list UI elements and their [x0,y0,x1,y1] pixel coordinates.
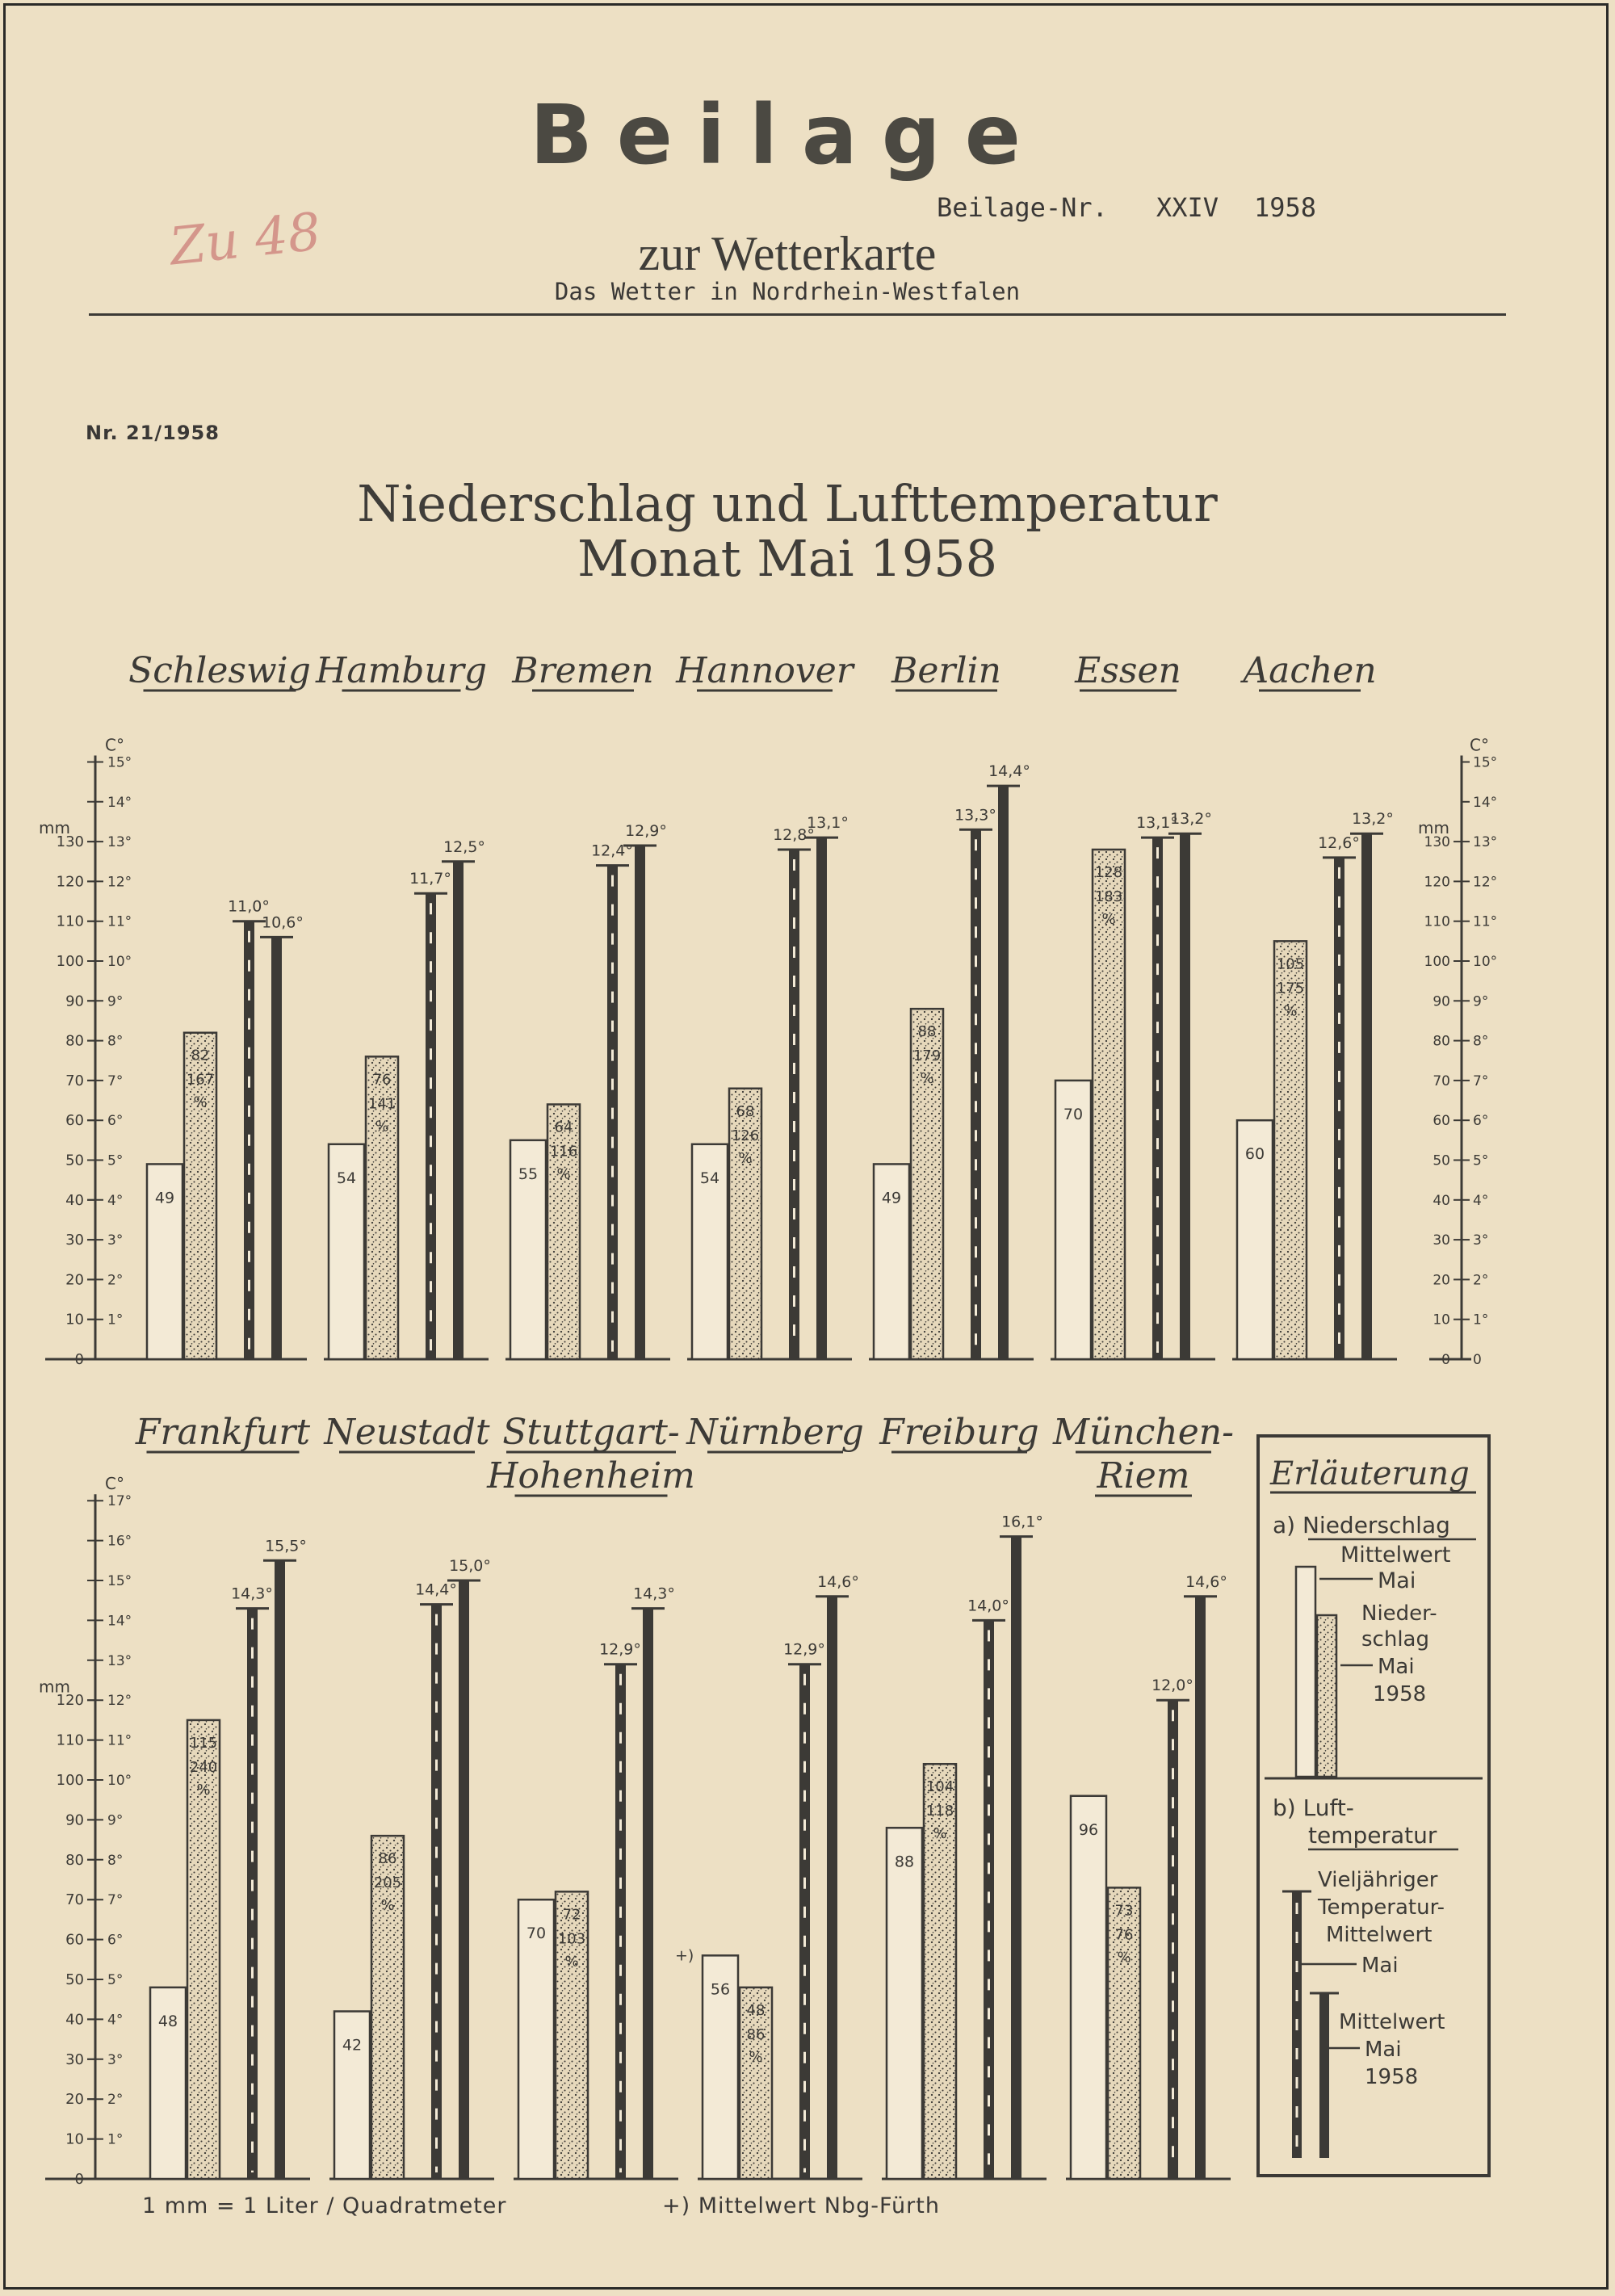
right-axis-temp-tick-label: 3° [1473,1232,1489,1249]
beilage-nr-roman: XXIV [1156,192,1219,223]
left-axis-temp-tick-label: 6° [107,1113,124,1130]
left-axis-temp-tick-label: 5° [107,1152,124,1169]
label-percent-essen: 183 [1094,888,1123,905]
station-name-berlin: Berlin [891,650,1001,691]
label-percent-sign-frankfurt: % [196,1781,211,1799]
right-axis-temp-tick-label: 6° [1473,1113,1489,1130]
label-temp-actual-schleswig: 10,6° [262,913,304,932]
left-axis-mm-tick-label: 80 [65,1851,84,1869]
label-percent-stuttgart-hohenheim: 103 [557,1930,586,1948]
issue-number: Nr. 21/1958 [86,422,220,444]
label-temp-normal-nürnberg: 12,9° [783,1640,825,1659]
station-name-aachen: Aachen [1243,650,1377,691]
label-actual-neustadt: 86 [378,1850,397,1868]
label-percent-schleswig: 167 [186,1071,215,1089]
label-actual-berlin: 88 [917,1023,937,1041]
left-axis-mm-tick-label: 110 [56,1731,84,1749]
legend-a2-line4: 1958 [1373,1682,1427,1706]
nurnberg-footnote-mark: +) [675,1946,694,1965]
label-normal-essen: 70 [1063,1105,1084,1123]
label-temp-actual-freiburg: 16,1° [1001,1513,1043,1531]
left-axis-temp-tick-label: 6° [107,1932,124,1949]
beilage-nr-year: 1958 [1253,192,1317,223]
legend-title: Erläuterung [1270,1455,1470,1492]
legend-b1-line2: Temperatur- [1318,1895,1445,1920]
left-axis-temp-label: C° [105,1474,124,1494]
left-axis-mm-tick-label: 0 [74,1351,84,1368]
label-actual-bremen: 64 [554,1119,573,1136]
left-axis-mm-tick-label: 120 [56,873,84,891]
station-name-frankfurt: Frankfurt [135,1412,311,1453]
right-axis-temp-tick-label: 13° [1473,834,1498,851]
left-axis-temp-tick-label: 9° [107,1812,124,1829]
right-axis-mm-tick-label: 0 [1441,1352,1450,1368]
right-axis-mm-tick-label: 30 [1433,1232,1450,1249]
legend-b-label-line2: temperatur [1308,1822,1437,1849]
left-axis-temp-tick-label: 8° [107,1033,124,1050]
right-axis-mm-tick-label: 110 [1424,913,1450,930]
left-axis-temp-tick-label: 14° [107,794,132,811]
station-name-bremen: Bremen [512,650,654,691]
left-axis-temp-tick-label: 9° [107,993,124,1010]
legend-b2-line2: Mai [1365,2038,1402,2062]
left-axis-temp-tick-label: 10° [107,954,132,970]
left-axis-temp-tick-label: 12° [107,874,132,891]
left-axis-temp-tick-label: 4° [107,1192,124,1209]
label-actual-aachen: 105 [1276,955,1305,973]
bar-temp-normal-neustadt [431,1605,442,2179]
label-percent-sign-stuttgart-hohenheim: % [564,1953,579,1971]
station-name-münchen-riem: München- [1053,1412,1234,1453]
right-axis-temp-tick-label: 8° [1473,1033,1489,1050]
label-normal-schleswig: 49 [154,1189,175,1207]
label-percent-sign-bremen: % [556,1165,571,1183]
left-axis-temp-tick-label: 13° [107,1652,132,1669]
legend-a2-line1: Nieder- [1361,1601,1437,1626]
label-percent-aachen: 175 [1276,980,1305,997]
label-temp-normal-hamburg: 11,7° [409,870,451,888]
left-axis-temp-tick-label: 11° [107,1732,132,1749]
bar-temp-actual-essen [1180,833,1190,1359]
label-temp-actual-münchen-riem: 14,6° [1185,1572,1227,1591]
label-percent-bremen: 116 [549,1143,578,1161]
left-axis-temp-tick-label: 15° [107,1573,132,1589]
left-axis-temp-tick-label: 7° [107,1072,124,1089]
bar-temp-actual-schleswig [271,937,282,1359]
left-axis-temp-tick-label: 16° [107,1533,132,1550]
left-axis-temp-tick-label: 8° [107,1852,124,1869]
label-actual-münchen-riem: 73 [1114,1902,1134,1920]
legend-a2-line3: Mai [1378,1655,1415,1679]
label-temp-normal-berlin: 13,3° [954,806,996,825]
right-axis-temp-tick-label: 4° [1473,1192,1489,1209]
right-axis-temp-tick-label: 9° [1473,993,1489,1010]
label-actual-essen: 128 [1094,863,1123,881]
label-percent-sign-schleswig: % [193,1093,208,1111]
label-temp-actual-bremen: 12,9° [625,822,667,841]
right-axis-temp-tick-label: 11° [1473,913,1498,930]
label-actual-schleswig: 82 [191,1047,210,1064]
label-normal-neustadt: 42 [342,2036,363,2055]
left-axis-mm-label: mm [39,1677,70,1697]
right-axis-mm-tick-label: 100 [1424,954,1450,970]
left-axis-temp-tick-label: 2° [107,1272,124,1289]
label-actual-frankfurt: 115 [189,1734,218,1752]
left-axis-temp-label: C° [105,735,124,755]
label-actual-nürnberg: 48 [746,2001,766,2019]
label-temp-normal-münchen-riem: 12,0° [1151,1677,1193,1695]
left-axis-mm-tick-label: 90 [65,1811,84,1829]
footnote-unit: 1 mm = 1 Liter / Quadratmeter [142,2193,507,2218]
station-name-hamburg: Hamburg [315,650,488,691]
legend-b2-line1: Mittelwert [1339,2010,1445,2034]
right-axis-temp-tick-label: 14° [1473,794,1498,811]
right-axis-mm-label: mm [1418,818,1449,838]
left-axis-mm-tick-label: 70 [65,1072,84,1089]
left-axis-temp-tick-label: 10° [107,1773,132,1789]
right-axis-temp-tick-label: 2° [1473,1272,1489,1289]
bar-temp-actual-hamburg [453,862,464,1359]
left-axis-temp-tick-label: 5° [107,1972,124,1988]
label-percent-sign-hannover: % [738,1149,753,1167]
label-temp-normal-neustadt: 14,4° [415,1580,457,1599]
label-actual-stuttgart-hohenheim: 72 [562,1906,581,1924]
label-temp-normal-schleswig: 11,0° [228,897,270,916]
label-percent-sign-münchen-riem: % [1117,1949,1131,1967]
main-title-line1: Niederschlag und Lufttemperatur [357,474,1218,533]
label-temp-normal-aachen: 12,6° [1318,833,1360,852]
left-axis-temp-tick-label: 15° [107,754,132,771]
legend-b2-line3: 1958 [1365,2065,1419,2089]
bar-temp-actual-freiburg [1011,1537,1021,2179]
right-axis-temp-tick-label: 0 [1473,1352,1482,1368]
label-percent-sign-essen: % [1101,910,1116,928]
label-temp-normal-freiburg: 14,0° [967,1597,1009,1615]
station-name-freiburg: Freiburg [879,1412,1039,1453]
right-axis-temp-tick-label: 1° [1473,1312,1489,1328]
left-axis-mm-tick-label: 60 [65,1112,84,1130]
right-axis-mm-tick-label: 50 [1433,1152,1450,1169]
left-axis-mm-tick-label: 120 [56,1692,84,1710]
left-axis-temp-tick-label: 3° [107,1232,124,1249]
label-percent-freiburg: 118 [925,1803,954,1820]
right-axis-mm-tick-label: 60 [1433,1113,1450,1130]
left-axis-temp-tick-label: 14° [107,1613,132,1630]
left-axis-mm-label: mm [39,818,70,838]
label-temp-normal-bremen: 12,4° [591,842,633,860]
label-percent-frankfurt: 240 [189,1758,218,1776]
label-percent-hannover: 126 [731,1127,760,1144]
left-axis-mm-tick-label: 0 [74,2171,84,2188]
left-axis-mm-tick-label: 10 [65,2130,84,2148]
left-axis-mm-tick-label: 10 [65,1311,84,1328]
station-name-münchen-riem: Riem [1097,1455,1190,1496]
header-subtitle: zur Wetterkarte [638,227,937,280]
bar-temp-actual-neustadt [459,1580,469,2179]
legend-a2-line2: schlag [1361,1627,1429,1652]
label-temp-actual-aachen: 13,2° [1352,810,1394,829]
left-axis-mm-tick-label: 20 [65,2091,84,2109]
right-axis-temp-label: C° [1470,735,1489,755]
label-temp-normal-hannover: 12,8° [773,825,815,844]
left-axis-mm-tick-label: 130 [56,833,84,851]
bar-temp-actual-hannover [816,837,827,1359]
label-percent-hamburg: 141 [367,1095,396,1113]
label-temp-actual-essen: 13,2° [1170,810,1212,829]
legend-b1-line4: Mai [1361,1954,1399,1978]
left-axis-mm-tick-label: 30 [65,1232,84,1249]
right-axis-temp-tick-label: 15° [1473,754,1498,771]
left-axis-mm-tick-label: 20 [65,1271,84,1289]
left-axis-mm-tick-label: 40 [65,1191,84,1209]
left-axis-mm-tick-label: 30 [65,2050,84,2068]
label-percent-berlin: 179 [912,1047,942,1065]
left-axis-temp-tick-label: 13° [107,834,132,851]
legend-b1-line3: Mittelwert [1326,1923,1433,1947]
label-normal-aachen: 60 [1244,1145,1265,1164]
left-axis-mm-tick-label: 60 [65,1931,84,1949]
label-actual-hannover: 68 [736,1102,755,1120]
right-axis-mm-tick-label: 40 [1433,1192,1450,1209]
label-normal-nürnberg: 56 [710,1980,731,1999]
station-name-stuttgart-hohenheim: Hohenheim [487,1455,695,1496]
right-axis-mm-tick-label: 130 [1424,834,1450,851]
label-temp-actual-nürnberg: 14,6° [817,1572,859,1591]
label-normal-stuttgart-hohenheim: 70 [526,1925,547,1943]
bar-temp-actual-aachen [1361,833,1372,1359]
label-actual-hamburg: 76 [372,1071,392,1089]
label-normal-hamburg: 54 [336,1169,357,1187]
beilage-nr-label: Beilage-Nr. [937,192,1108,223]
label-percent-sign-neustadt: % [380,1897,395,1915]
right-axis-mm-tick-label: 90 [1433,993,1450,1010]
left-axis-temp-tick-label: 3° [107,2051,124,2068]
label-actual-freiburg: 104 [925,1778,954,1796]
right-axis-mm-tick-label: 20 [1433,1272,1450,1289]
station-name-essen: Essen [1075,650,1181,691]
label-normal-münchen-riem: 96 [1078,1820,1099,1839]
footnote-fuerth: +) Mittelwert Nbg-Fürth [662,2193,940,2218]
bar-normal-münchen-riem [1071,1796,1106,2179]
right-axis-temp-tick-label: 10° [1473,954,1498,970]
label-percent-neustadt: 205 [373,1874,402,1892]
station-name-schleswig: Schleswig [128,650,311,691]
left-axis-mm-tick-label: 110 [56,913,84,930]
station-name-nürnberg: Nürnberg [686,1412,864,1453]
left-axis-temp-tick-label: 1° [107,2131,124,2148]
header-title: Beilage [530,87,1045,183]
left-axis-temp-tick-label: 11° [107,913,132,930]
bar-normal-freiburg [887,1828,922,2179]
left-axis-mm-tick-label: 90 [65,993,84,1010]
label-percent-sign-berlin: % [920,1070,934,1088]
main-title-line2: Monat Mai 1958 [577,529,998,588]
label-percent-sign-aachen: % [1283,1002,1298,1020]
left-axis-mm-tick-label: 100 [56,1772,84,1789]
label-temp-actual-berlin: 14,4° [988,762,1030,781]
left-axis-temp-tick-label: 1° [107,1312,124,1328]
label-normal-frankfurt: 48 [157,2012,178,2030]
label-normal-berlin: 49 [881,1189,902,1207]
left-axis-temp-tick-label: 12° [107,1693,132,1710]
legend-b1-line1: Vieljähriger [1318,1868,1438,1892]
left-axis-temp-tick-label: 17° [107,1493,132,1510]
bar-temp-actual-berlin [998,786,1009,1359]
handwritten-note: Zu 48 [166,202,324,278]
legend-bar-temp-actual [1319,1993,1329,2158]
left-axis-mm-tick-label: 40 [65,2011,84,2029]
right-axis-temp-tick-label: 5° [1473,1152,1489,1169]
station-name-neustadt: Neustadt [324,1412,490,1453]
left-axis-mm-tick-label: 100 [56,953,84,970]
label-percent-sign-hamburg: % [375,1118,389,1135]
label-temp-actual-neustadt: 15,0° [449,1557,491,1575]
station-name-stuttgart-hohenheim: Stuttgart- [502,1412,680,1453]
left-axis-temp-tick-label: 4° [107,2012,124,2029]
right-axis-temp-tick-label: 12° [1473,874,1498,891]
legend-a1-line2: Mai [1378,1568,1416,1593]
right-axis-temp-tick-label: 7° [1473,1072,1489,1089]
label-temp-normal-essen: 13,1° [1136,814,1178,833]
left-axis-temp-tick-label: 2° [107,2092,124,2109]
label-normal-bremen: 55 [518,1165,539,1183]
legend-a1-line1: Mittelwert [1340,1543,1451,1568]
left-axis-mm-tick-label: 80 [65,1032,84,1050]
label-percent-nürnberg: 86 [746,2025,766,2043]
bar-temp-actual-stuttgart-hohenheim [643,1609,653,2179]
label-percent-sign-nürnberg: % [749,2048,763,2066]
station-name-hannover: Hannover [676,650,854,691]
left-axis-mm-tick-label: 50 [65,1152,84,1169]
right-axis-mm-tick-label: 80 [1433,1033,1450,1050]
bar-temp-actual-bremen [635,846,645,1359]
label-temp-actual-hannover: 13,1° [807,814,849,833]
bar-temp-actual-nürnberg [827,1597,837,2179]
legend-a-label: a) Niederschlag [1273,1512,1450,1538]
label-percent-sign-freiburg: % [933,1825,947,1843]
left-axis-mm-tick-label: 70 [65,1891,84,1909]
legend-b-label-line1: b) Luft- [1273,1794,1354,1821]
legend-bar-actual [1317,1615,1336,1777]
right-axis-mm-tick-label: 10 [1433,1312,1450,1328]
label-percent-münchen-riem: 76 [1114,1926,1134,1944]
label-normal-freiburg: 88 [894,1853,915,1871]
label-temp-actual-hamburg: 12,5° [443,837,485,856]
legend-bar-normal [1296,1567,1315,1777]
label-temp-normal-stuttgart-hohenheim: 12,9° [599,1640,641,1659]
right-axis-mm-tick-label: 70 [1433,1072,1450,1089]
bar-temp-actual-frankfurt [275,1560,285,2179]
label-temp-actual-stuttgart-hohenheim: 14,3° [633,1585,675,1603]
left-axis-temp-tick-label: 7° [107,1892,124,1909]
header-region: Das Wetter in Nordrhein-Westfalen [554,278,1021,305]
label-temp-actual-frankfurt: 15,5° [265,1537,307,1555]
right-axis-mm-tick-label: 120 [1424,874,1450,891]
bar-temp-actual-münchen-riem [1195,1597,1206,2179]
label-temp-normal-frankfurt: 14,3° [231,1585,273,1603]
left-axis-mm-tick-label: 50 [65,1971,84,1988]
label-normal-hannover: 54 [699,1169,720,1187]
